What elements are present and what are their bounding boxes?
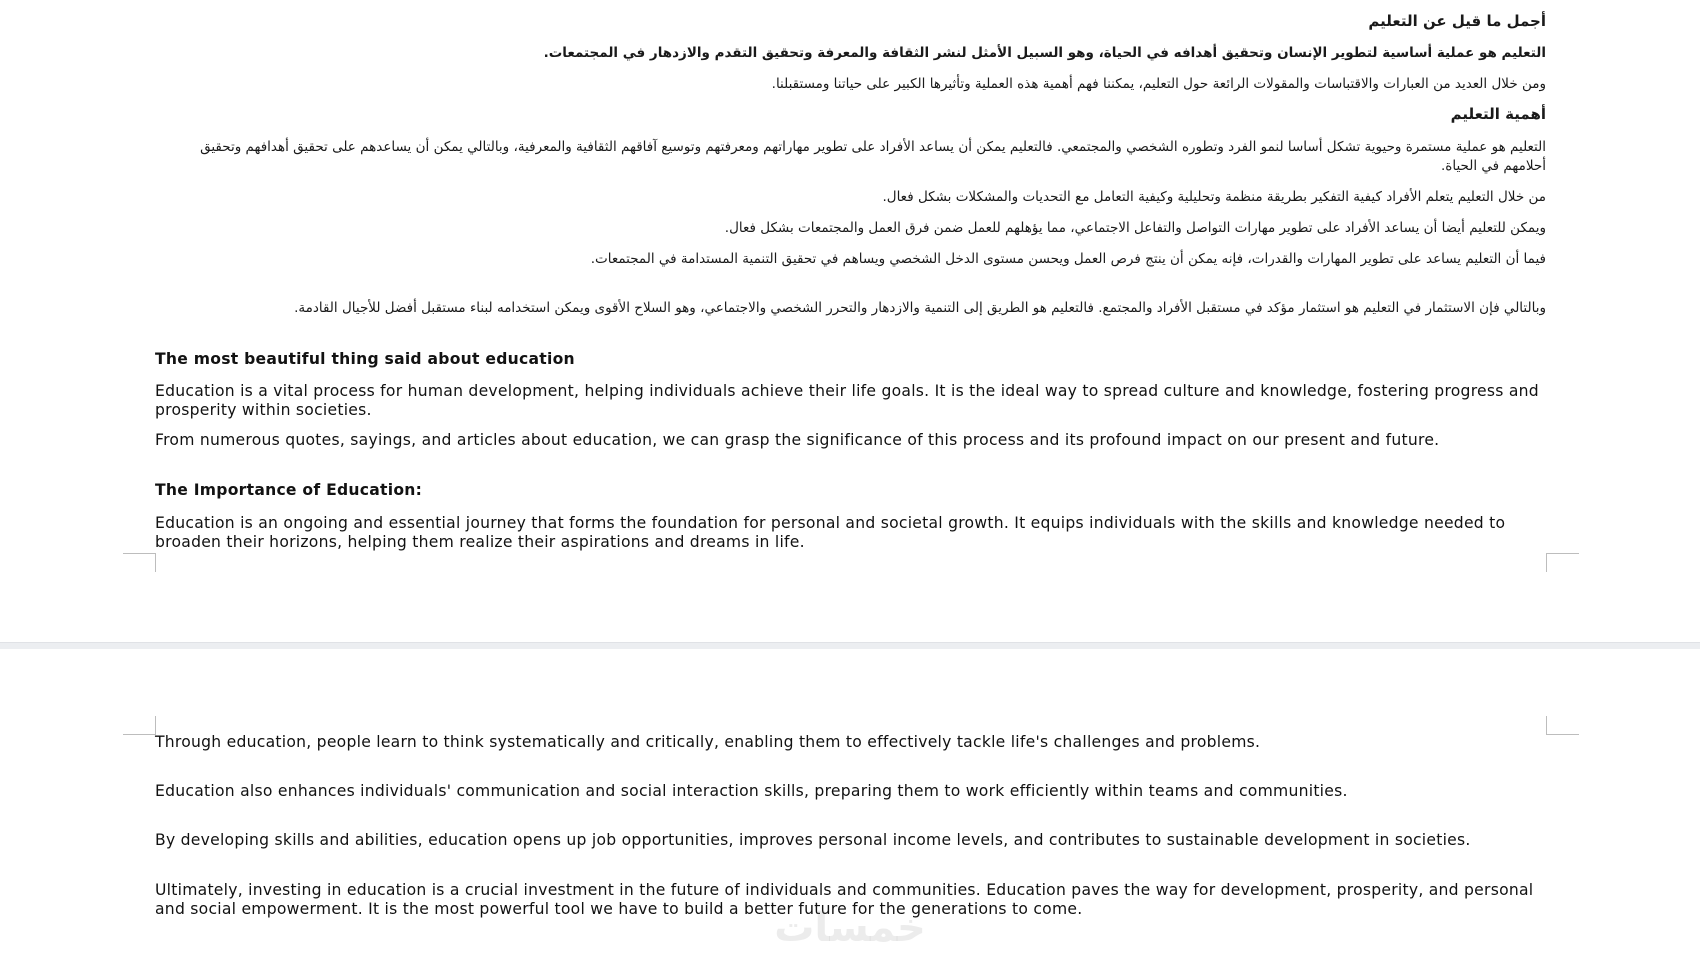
english-heading-2: The Importance of Education: bbox=[155, 481, 423, 499]
english-paragraph-1: Education is a vital process for human development, helping individuals achieve their life goals. It is the ideal way to spread culture and knowledge, fostering progress and prosperity within societies. bbox=[155, 382, 1539, 419]
arabic-paragraph-3: ويمكن للتعليم أيضا أن يساعد الأفراد على تطوير مهارات التواصل والتفاعل الاجتماعي، مما يؤهلهم للعمل ضمن فرق العمل والمجتمعات بشكل فعال. bbox=[724, 220, 1546, 236]
english-heading-1: The most beautiful thing said about education bbox=[155, 350, 575, 368]
english-paragraph-3: Education is an ongoing and essential journey that forms the foundation for personal and societal growth. It equips individuals with the skills and knowledge needed to broaden their horizons, helping them realize their aspirations and dreams in life. bbox=[155, 514, 1506, 551]
page-margin-corner-bottom-left bbox=[123, 553, 156, 572]
arabic-paragraph-4: فيما أن التعليم يساعد على تطوير المهارات والقدرات، فإنه يمكن أن ينتج فرص العمل ويحسن مستوى الدخل الشخصي ويساهم في تحقيق التنمية المستدامة في المجتمعات. bbox=[590, 251, 1546, 267]
arabic-paragraph-2: من خلال التعليم يتعلم الأفراد كيفية التفكير بطريقة منظمة وتحليلية وكيفية التعامل مع التحديات والمشكلات بشكل فعال. bbox=[882, 189, 1546, 205]
page-margin-corner-top-left bbox=[123, 716, 156, 735]
english-paragraph-7: Ultimately, investing in education is a crucial investment in the future of individuals and communities. Education paves the way for development, prosperity, and personal and social empowerment. It is the most powerful tool we have to build a better future for the generations to come. bbox=[155, 881, 1534, 918]
arabic-intro-paragraph-1: التعليم هو عملية أساسية لتطوير الإنسان وتحقيق أهدافه في الحياة، وهو السبيل الأمثل لنشر الثقافة والمعرفة وتحقيق التقدم والازدهار في المجتمعات. bbox=[543, 45, 1546, 61]
english-paragraph-4: Through education, people learn to think systematically and critically, enabling them to effectively tackle life's challenges and problems. bbox=[155, 733, 1261, 751]
page-margin-corner-top-right bbox=[1546, 716, 1579, 735]
arabic-paragraph-1: التعليم هو عملية مستمرة وحيوية تشكل أساسا لنمو الفرد وتطوره الشخصي والمجتمعي. فالتعليم يمكن أن يساعد الأفراد على تطوير مهاراتهم ومعرفتهم وتوسيع آفاقهم الثقافية والمعرفية، وبالتالي يمكن أن يساعدهم على تحقيق أهدافهم وتحقيق أحلامهم في الحياة. bbox=[200, 139, 1546, 174]
arabic-paragraph-5: وبالتالي فإن الاستثمار في التعليم هو استثمار مؤكد في مستقبل الأفراد والمجتمع. فالتعليم هو الطريق إلى التنمية والازدهار والتحرر الشخصي والاجتماعي، وهو السلاح الأقوى ويمكن استخدامه لبناء مستقبل أفضل للأجيال القادمة. bbox=[294, 300, 1546, 316]
page-margin-corner-bottom-right bbox=[1546, 553, 1579, 572]
english-paragraph-6: By developing skills and abilities, education opens up job opportunities, improves personal income levels, and contributes to sustainable development in societies. bbox=[155, 831, 1471, 849]
english-paragraph-5: Education also enhances individuals' communication and social interaction skills, preparing them to work efficiently within teams and communities. bbox=[155, 782, 1348, 800]
arabic-importance-heading: أهمية التعليم bbox=[1450, 105, 1546, 123]
document-page-2 bbox=[0, 649, 1700, 970]
arabic-title: أجمل ما قيل عن التعليم bbox=[1368, 12, 1546, 30]
english-paragraph-2: From numerous quotes, sayings, and articles about education, we can grasp the significance of this process and its profound impact on our present and future. bbox=[155, 431, 1440, 449]
arabic-intro-paragraph-2: ومن خلال العديد من العبارات والاقتباسات والمقولات الرائعة حول التعليم، يمكننا فهم أهمية هذه العملية وتأثيرها الكبير على حياتنا ومستقبلنا. bbox=[771, 76, 1546, 92]
